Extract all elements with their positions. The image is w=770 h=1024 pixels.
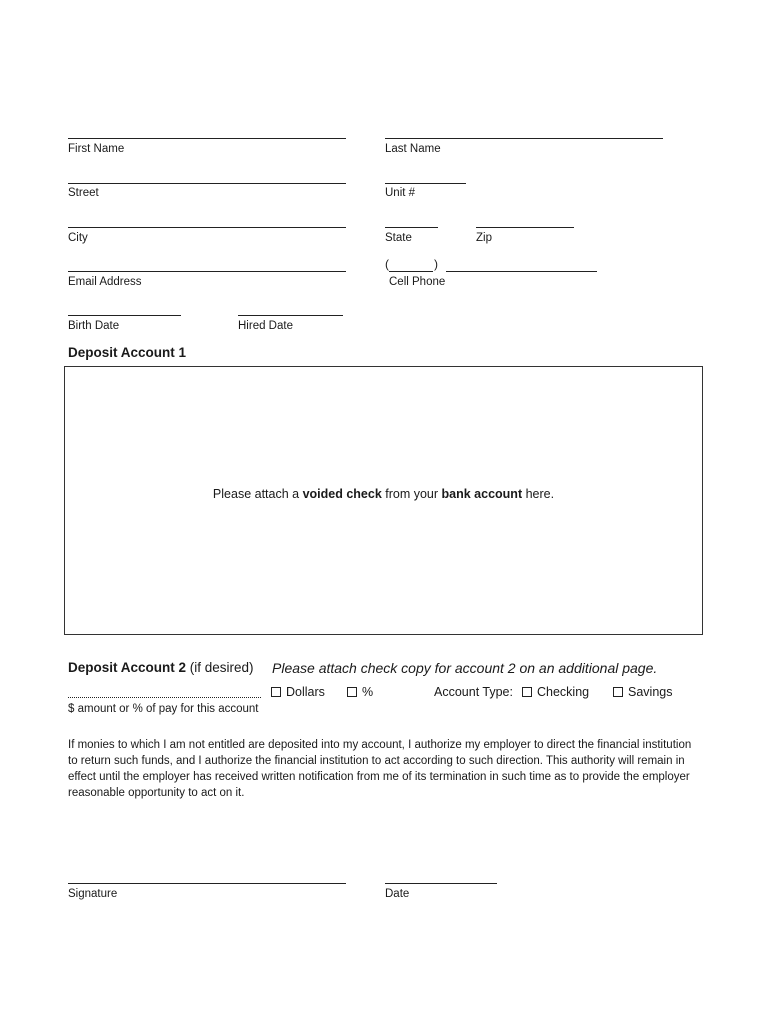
birth-date-label: Birth Date bbox=[68, 320, 120, 332]
unit-line[interactable] bbox=[385, 183, 466, 184]
state-label: State bbox=[385, 232, 412, 244]
checking-option[interactable] bbox=[522, 685, 589, 699]
signature-line[interactable] bbox=[68, 883, 346, 884]
deposit-account-2-suffix: (if desired) bbox=[186, 660, 254, 675]
hired-date-line[interactable] bbox=[238, 315, 343, 316]
percent-checkbox[interactable] bbox=[347, 687, 357, 697]
savings-label: Savings bbox=[628, 685, 673, 699]
dollars-option[interactable] bbox=[271, 685, 325, 699]
street-line[interactable] bbox=[68, 183, 346, 184]
state-line[interactable] bbox=[385, 227, 438, 228]
phone-number-line[interactable] bbox=[446, 271, 597, 272]
savings-option[interactable] bbox=[613, 685, 672, 699]
cell-phone-label: Cell Phone bbox=[389, 276, 446, 288]
dollars-checkbox[interactable] bbox=[271, 687, 281, 697]
voided-check-attachment-box bbox=[64, 366, 703, 635]
signature-date-line[interactable] bbox=[385, 883, 497, 884]
city-label: City bbox=[68, 232, 88, 244]
instruction-voided-check: voided check bbox=[302, 487, 382, 501]
voided-check-instruction bbox=[65, 487, 702, 501]
email-line[interactable] bbox=[68, 271, 346, 272]
percent-label: % bbox=[362, 685, 374, 699]
zip-label: Zip bbox=[476, 232, 492, 244]
dollars-label: Dollars bbox=[286, 685, 325, 699]
last-name-line[interactable] bbox=[385, 138, 663, 139]
hired-date-label: Hired Date bbox=[238, 320, 293, 332]
deposit-account-2-note: Please attach check copy for account 2 on an additional page. bbox=[272, 660, 658, 676]
checking-label: Checking bbox=[537, 685, 590, 699]
deposit-account-2-title: Deposit Account 2 bbox=[68, 660, 187, 675]
instruction-bank-account: bank account bbox=[441, 487, 523, 501]
instruction-part-3: here. bbox=[522, 487, 555, 501]
city-line[interactable] bbox=[68, 227, 346, 228]
savings-checkbox[interactable] bbox=[613, 687, 623, 697]
phone-area-open: ( bbox=[385, 257, 389, 271]
first-name-label: First Name bbox=[68, 143, 125, 155]
zip-line[interactable] bbox=[476, 227, 574, 228]
phone-area-close: ) bbox=[434, 257, 438, 271]
deposit-account-1-heading: Deposit Account 1 bbox=[68, 345, 187, 360]
instruction-part-2: from your bbox=[381, 487, 442, 501]
percent-option[interactable] bbox=[347, 685, 373, 699]
account-type-label: Account Type: bbox=[434, 685, 513, 699]
first-name-line[interactable] bbox=[68, 138, 346, 139]
deposit-account-2-heading bbox=[68, 660, 254, 675]
amount-label: $ amount or % of pay for this account bbox=[68, 703, 259, 715]
phone-area-code-line[interactable] bbox=[389, 271, 433, 272]
last-name-label: Last Name bbox=[385, 143, 441, 155]
signature-label: Signature bbox=[68, 888, 118, 900]
birth-date-line[interactable] bbox=[68, 315, 181, 316]
authorization-paragraph: If monies to which I am not entitled are deposited into my account, I authorize my employer to direct the financial institution to return such funds, and I authorize the financial institution to act according to such direction. This authority will remain in effect until the employer has received written notification from me of its termination in such time as to provide the employer reasonable opportunity to act on it. bbox=[68, 739, 692, 799]
amount-line[interactable] bbox=[68, 697, 261, 698]
street-label: Street bbox=[68, 187, 99, 199]
unit-label: Unit # bbox=[385, 187, 416, 199]
checking-checkbox[interactable] bbox=[522, 687, 532, 697]
instruction-part-1: Please attach a bbox=[212, 487, 303, 501]
signature-date-label: Date bbox=[385, 888, 410, 900]
email-label: Email Address bbox=[68, 276, 142, 288]
